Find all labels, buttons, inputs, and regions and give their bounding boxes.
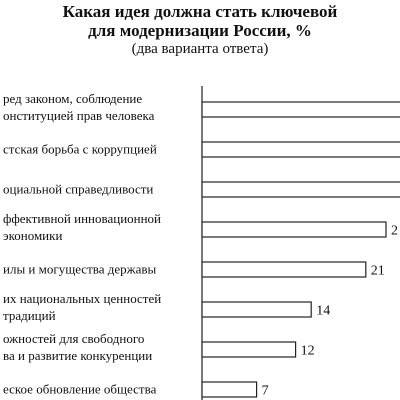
data-label: 2 <box>391 223 398 239</box>
category-label: ва и развитие конкуренции <box>3 348 153 363</box>
category-label: илы и могущества державы <box>3 261 157 277</box>
bar <box>202 302 311 317</box>
bar <box>202 342 296 357</box>
bar <box>202 182 400 197</box>
data-label: 21 <box>370 263 385 279</box>
chart-title-line-2: для модернизации России, % <box>88 21 312 40</box>
category-label: ффективной инновационной <box>3 211 162 226</box>
chart-title-line-1: Какая идея должна стать ключевой <box>62 2 338 21</box>
category-label: ред законом, соблюдение <box>3 91 143 106</box>
category-label: их национальных ценностей <box>3 291 162 306</box>
data-label: 12 <box>300 343 315 359</box>
category-label: ожностей для свободного <box>3 331 145 346</box>
category-label: экономики <box>3 228 63 243</box>
category-label: еское обновление общества <box>3 381 157 397</box>
category-label: оциальной справедливости <box>3 181 154 197</box>
data-label: 14 <box>316 303 331 319</box>
bar <box>202 382 257 397</box>
data-label: 7 <box>261 383 269 399</box>
category-label: онституцией прав человека <box>3 108 155 123</box>
bar <box>202 102 400 117</box>
chart-subtitle: (два варианта ответа) <box>131 41 269 57</box>
category-label: стская борьба с коррупцией <box>3 141 157 157</box>
bar <box>202 222 386 237</box>
bar <box>202 142 400 157</box>
category-label: традиций <box>3 308 56 323</box>
bar <box>202 262 366 277</box>
